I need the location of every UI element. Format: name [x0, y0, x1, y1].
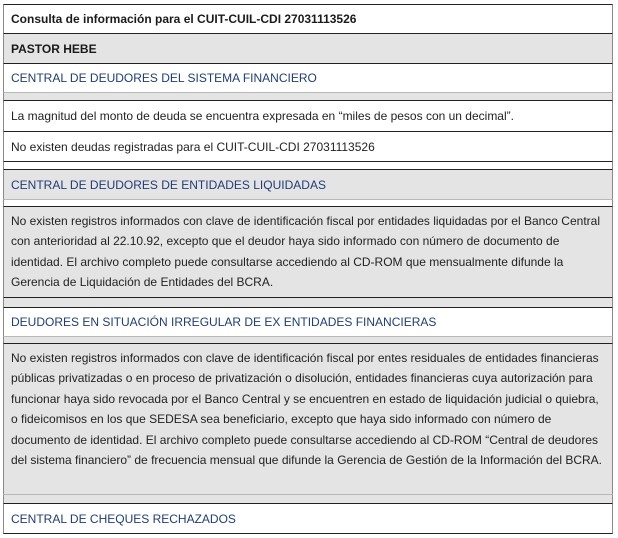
paragraph-text: No existen registros informados con clave de identificación fiscal por entidades liquidadas por el Banco Central con anterioridad al 22.10.92, excepto que el deudor haya sido informado con número de documento de identidad. El archivo completo puede consultarse accediendo al CD-ROM que mensualmente difunde la Gerencia de Liquidación de Entidades del BCRA. — [11, 214, 600, 290]
section-title-text: CENTRAL DE CHEQUES RECHAZADOS — [11, 511, 236, 526]
section-title-text: CENTRAL DE DEUDORES DEL SISTEMA FINANCIERO — [11, 71, 317, 85]
section-ex-entidades-title — [3, 307, 613, 336]
debt-result — [3, 131, 613, 161]
person-name: PASTOR HEBE — [11, 41, 97, 56]
result-text: No existen deudas registradas para el CUIT-CUIL-CDI 27031113526 — [11, 139, 375, 154]
section-divider — [3, 297, 613, 307]
consulta-header — [3, 4, 613, 33]
note-text: La magnitud del monto de deuda se encuentra expresada en “miles de pesos con un decimal”. — [11, 109, 514, 123]
section-entidades-liquidadas-title — [3, 169, 613, 199]
section-divider — [3, 336, 613, 343]
section-central-deudores-title — [3, 63, 613, 92]
consulta-title: Consulta de información para el CUIT-CUIL-CDI 27031113526 — [11, 12, 357, 26]
ex-entidades-text — [3, 343, 613, 494]
section-title-text: CENTRAL DE DEUDORES DE ENTIDADES LIQUIDADAS — [11, 177, 326, 192]
section-divider — [3, 494, 613, 503]
section-cheques-rechazados-title — [3, 503, 613, 534]
paragraph-text: No existen registros informados con clave de identificación fiscal por entes residuales de entidades financieras públicas privatizadas o en proceso de privatización o disolución, entidades financieras cuya autorización para funcionar haya sido revocada por el Banco Central y se encuentren en estado de liquidación judicial o quiebra, o fideicomisos en los que SEDESA sea beneficiario, excepto que haya sido informado con número de documento de identidad. El archivo completo puede consultarse accediendo al CD-ROM “Central de deudores del sistema financiero” de frecuencia mensual que difunde la Gerencia de Gestión de la Información del BCRA. — [11, 351, 602, 468]
section-divider — [3, 199, 613, 206]
entidades-liquidadas-text — [3, 206, 613, 297]
person-name-row — [3, 33, 613, 63]
section-divider — [3, 161, 613, 169]
debt-magnitude-note — [3, 100, 613, 131]
section-title-text: DEUDORES EN SITUACIÓN IRREGULAR DE EX ENTIDADES FINANCIERAS — [11, 315, 437, 329]
section-divider — [3, 92, 613, 100]
